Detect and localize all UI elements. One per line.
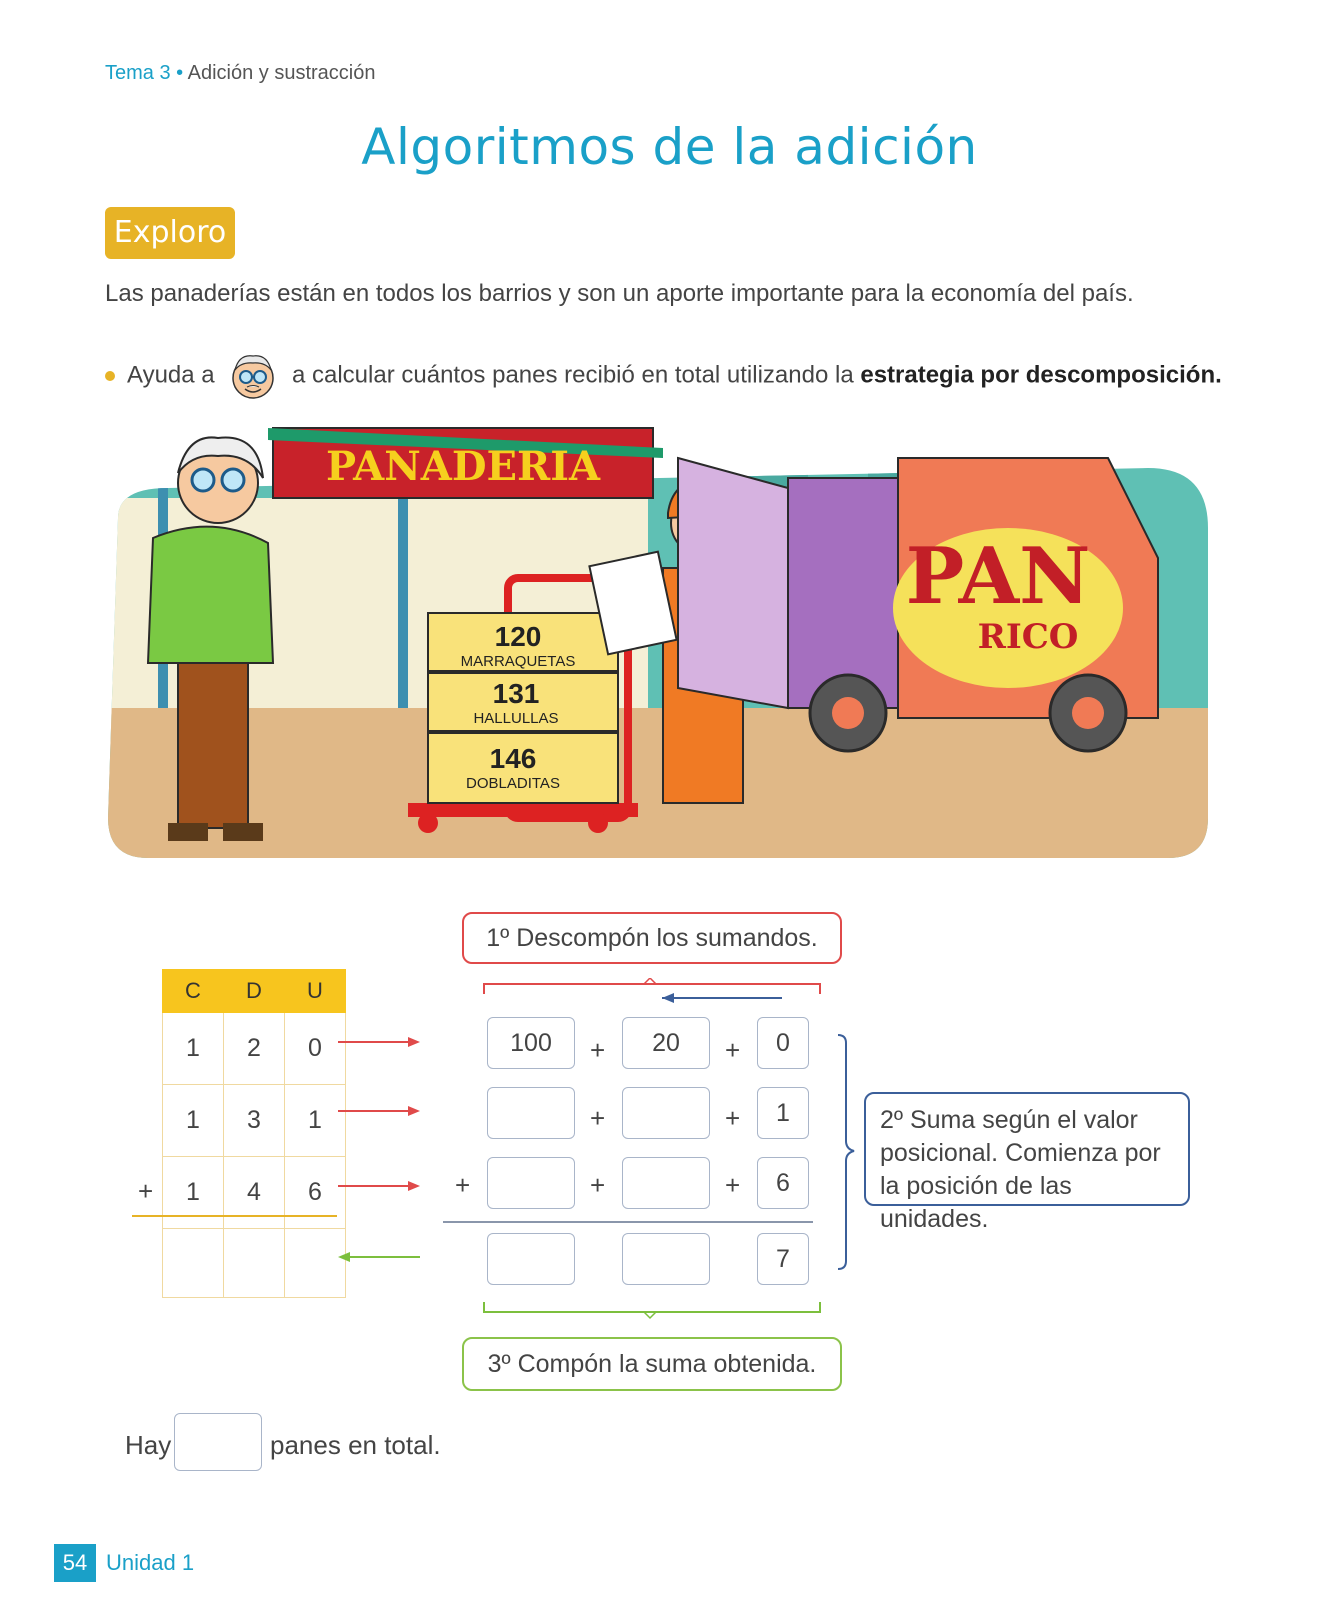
answer-input[interactable]: [174, 1413, 262, 1471]
answer-suffix: panes en total.: [270, 1430, 441, 1460]
step-2-box: 2º Suma según el valor posicional. Comienza por la posición de las unidades.: [864, 1092, 1190, 1206]
topic-subject: Adición y sustracción: [187, 62, 376, 84]
answer-prefix: Hay: [125, 1430, 172, 1460]
table-cell: 1: [163, 1157, 224, 1229]
step-1-bracket: [482, 978, 822, 1008]
plus-sign: +: [725, 1170, 741, 1200]
step-1-box: 1º Descompón los sumandos.: [462, 912, 842, 964]
truck-brand-2: RICO: [977, 617, 1079, 657]
result-c-input[interactable]: [487, 1233, 575, 1285]
topic-header: [105, 62, 376, 85]
table-row: [163, 1013, 346, 1085]
bakery-sign-text: PANADERIA: [326, 443, 600, 490]
step-3-box: 3º Compón la suma obtenida.: [462, 1337, 842, 1391]
decomp-r3-u: 6: [757, 1157, 809, 1209]
bullet-icon: [105, 371, 115, 381]
result-cell[interactable]: [224, 1229, 285, 1298]
table-row: [163, 1157, 346, 1229]
decomp-r2-c-input[interactable]: [487, 1087, 575, 1139]
box-1-number: 120: [494, 621, 542, 652]
section-label: Exploro: [105, 207, 235, 259]
box-2-number: 131: [492, 678, 540, 709]
grandpa-face-icon: [225, 348, 281, 404]
instruction-prefix: Ayuda a: [127, 361, 215, 389]
result-d-input[interactable]: [622, 1233, 710, 1285]
table-plus-sign: +: [138, 1176, 154, 1206]
topic-separator: •: [176, 62, 184, 84]
decomp-r1-d: 20: [622, 1017, 710, 1069]
table-cell: 1: [163, 1085, 224, 1157]
table-cell: 0: [285, 1013, 346, 1085]
table-cell: 4: [224, 1157, 285, 1229]
instruction: [105, 348, 1222, 404]
decomp-r2-u: 1: [757, 1087, 809, 1139]
instruction-strategy: estrategia por descomposición.: [860, 361, 1222, 389]
plus-sign: +: [590, 1103, 606, 1133]
table-cell: 6: [285, 1157, 346, 1229]
truck-brand-1: PAN: [905, 531, 1091, 622]
place-value-table: [162, 969, 346, 1298]
header-centenas: C: [163, 970, 224, 1013]
header-decenas: D: [224, 970, 285, 1013]
decomp-r3-c-input[interactable]: [487, 1157, 575, 1209]
page-title: Algoritmos de la adición: [361, 118, 978, 176]
connecting-arrows: [336, 1030, 426, 1270]
step-3-bracket: [482, 1300, 822, 1322]
table-sum-line: [132, 1215, 337, 1217]
decomp-sum-line: [443, 1221, 813, 1223]
table-cell: 2: [224, 1013, 285, 1085]
plus-sign: +: [725, 1103, 741, 1133]
table-cell: 1: [285, 1085, 346, 1157]
table-cell: 1: [163, 1013, 224, 1085]
plus-sign: +: [455, 1170, 471, 1200]
topic-number: Tema 3: [105, 62, 171, 84]
plus-sign: +: [590, 1170, 606, 1200]
box-2-label: HALLULLAS: [473, 710, 559, 727]
result-u: 7: [757, 1233, 809, 1285]
table-result-row: [163, 1229, 346, 1298]
decomp-r1-c: 100: [487, 1017, 575, 1069]
table-cell: 3: [224, 1085, 285, 1157]
step-2-brace: [836, 1033, 860, 1273]
intro-text: Las panaderías están en todos los barrios y son un aporte importante para la economía del país.: [105, 280, 1134, 307]
table-row: [163, 1085, 346, 1157]
box-3-label: DOBLADITAS: [466, 775, 560, 792]
plus-sign: +: [590, 1035, 606, 1065]
decomp-r2-d-input[interactable]: [622, 1087, 710, 1139]
decomp-r1-u: 0: [757, 1017, 809, 1069]
plus-sign: +: [725, 1035, 741, 1065]
bakery-illustration: [108, 418, 1215, 866]
decomp-r3-d-input[interactable]: [622, 1157, 710, 1209]
header-unidades: U: [285, 970, 346, 1013]
page-number: 54: [54, 1544, 96, 1582]
box-3-number: 146: [489, 743, 537, 774]
instruction-middle: a calcular cuántos panes recibió en total utilizando la: [291, 361, 854, 389]
box-1-label: MARRAQUETAS: [460, 653, 576, 670]
result-cell[interactable]: [163, 1229, 224, 1298]
unit-label: Unidad 1: [106, 1550, 195, 1575]
table-header-row: [163, 970, 346, 1013]
